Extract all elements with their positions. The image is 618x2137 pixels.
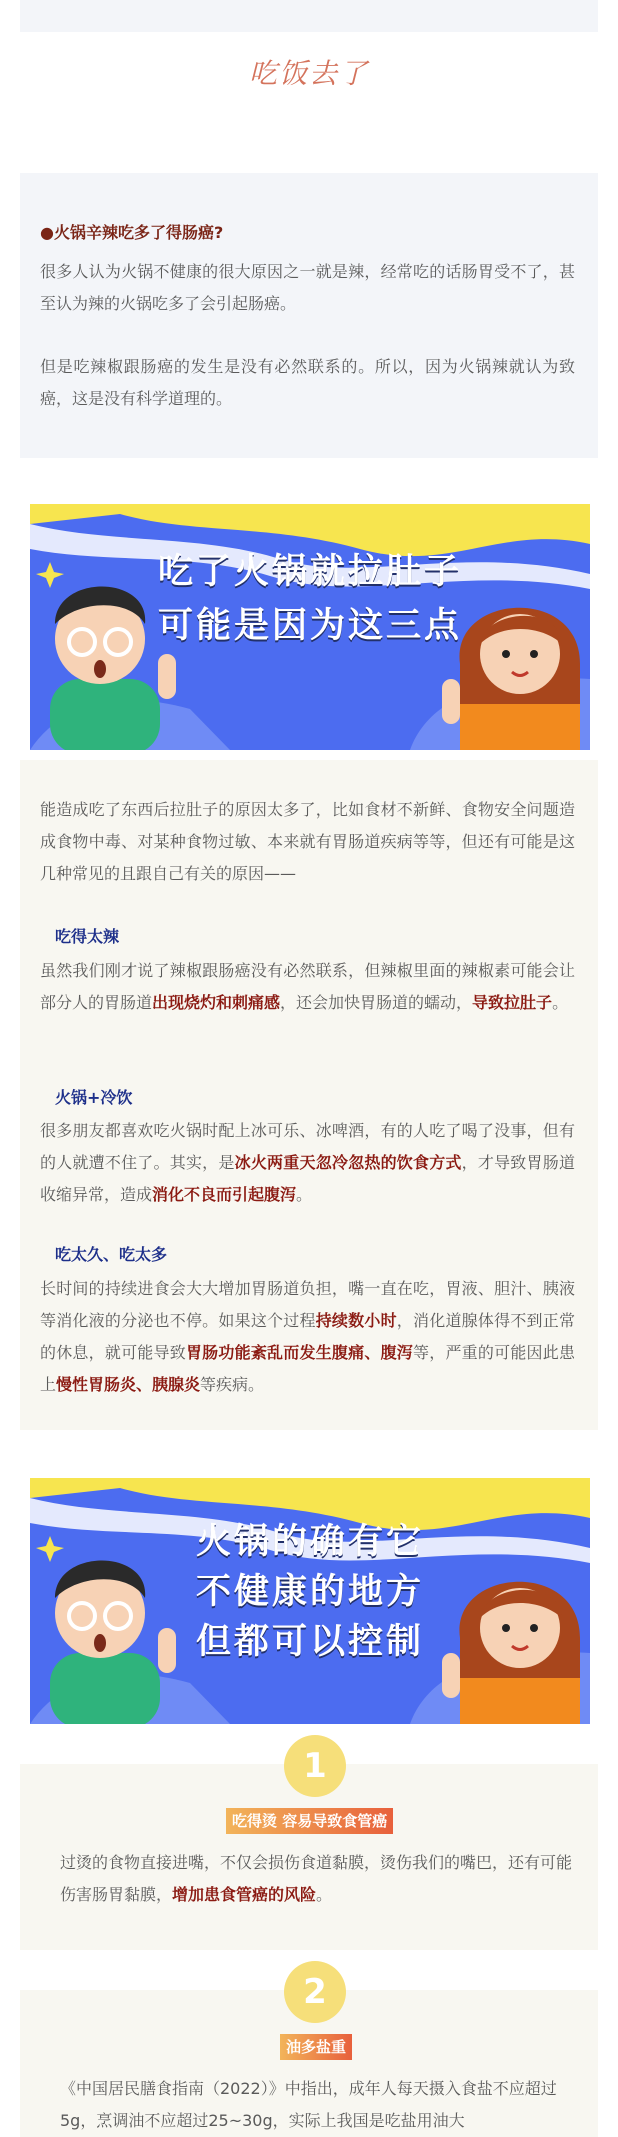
point-1-tag: 吃得烫 容易导致食管癌 [226, 1808, 393, 1834]
cause-text-too-long: 长时间的持续进食会大大增加胃肠道负担，嘴一直在吃，胃液、胆汁、胰液等消化液的分泌也不停。如果这个过程持续数小时，消化道腺体得不到正常的休息，就可能导致胃肠功能紊乱而发生腹痛、腹泻等，严重的可能因此患上慢性胃肠炎、胰腺炎等疾病。 [40, 1279, 575, 1394]
question-paragraph-2: 但是吃辣椒跟肠癌的发生是没有必然联系的。所以，因为火锅辣就认为致癌，这是没有科学道理的。 [40, 357, 575, 408]
banner2-title-line-3: 但都可以控制 [195, 1622, 424, 1662]
point-1-text: 过烫的食物直接进嘴，不仅会损伤食道黏膜，烫伤我们的嘴巴，还有可能伤害肠胃黏膜，增加患食管癌的风险。 [60, 1853, 573, 1904]
top-band [20, 0, 598, 32]
point-2-text: 《中国居民膳食指南（2022）》中指出，成年人每天摄入食盐不应超过5g，烹调油不应超过25~30g，实际上我国是吃盐用油大 [60, 2079, 557, 2130]
point-1-number: 1 [284, 1735, 346, 1797]
point-2-tag: 油多盐重 [280, 2034, 352, 2060]
question-paragraph-1: 很多人认为火锅不健康的很大原因之一就是辣，经常吃的话肠胃受不了，甚至认为辣的火锅吃多了会引起肠癌。 [40, 262, 575, 313]
banner-title-line-2: 可能是因为这三点 [157, 606, 462, 646]
script-title: 吃饭去了 [248, 57, 369, 90]
point-2-number: 2 [284, 1961, 346, 2023]
banner2-title-line-2: 不健康的地方 [195, 1572, 424, 1612]
cause-title-spicy: 吃得太辣 [55, 927, 120, 946]
banner-diarrhea [30, 504, 590, 750]
banner-title-line-1: 吃了火锅就拉肚子 [157, 552, 462, 592]
question-title: ●火锅辛辣吃多了得肠癌? [40, 223, 224, 242]
cause-text-cold-drinks: 很多朋友都喜欢吃火锅时配上冰可乐、冰啤酒，有的人吃了喝了没事，但有的人就遭不住了。其实，是冰火两重天忽冷忽热的饮食方式，才导致胃肠道收缩异常，造成消化不良而引起腹泻。 [40, 1121, 575, 1204]
cause-title-too-long: 吃太久、吃太多 [55, 1245, 168, 1264]
causes-intro: 能造成吃了东西后拉肚子的原因太多了，比如食材不新鲜、食物安全问题造成食物中毒、对某种食物过敏、本来就有胃肠道疾病等等，但还有可能是这几种常见的且跟自己有关的原因—— [40, 800, 575, 883]
banner2-title-line-1: 火锅的确有它 [195, 1522, 424, 1562]
cause-text-spicy: 虽然我们刚才说了辣椒跟肠癌没有必然联系，但辣椒里面的辣椒素可能会让部分人的胃肠道出现烧灼和刺痛感，还会加快胃肠道的蠕动，导致拉肚子。 [40, 961, 575, 1012]
banner-controllable [30, 1478, 590, 1724]
cause-title-cold-drinks: 火锅+冷饮 [55, 1088, 133, 1107]
